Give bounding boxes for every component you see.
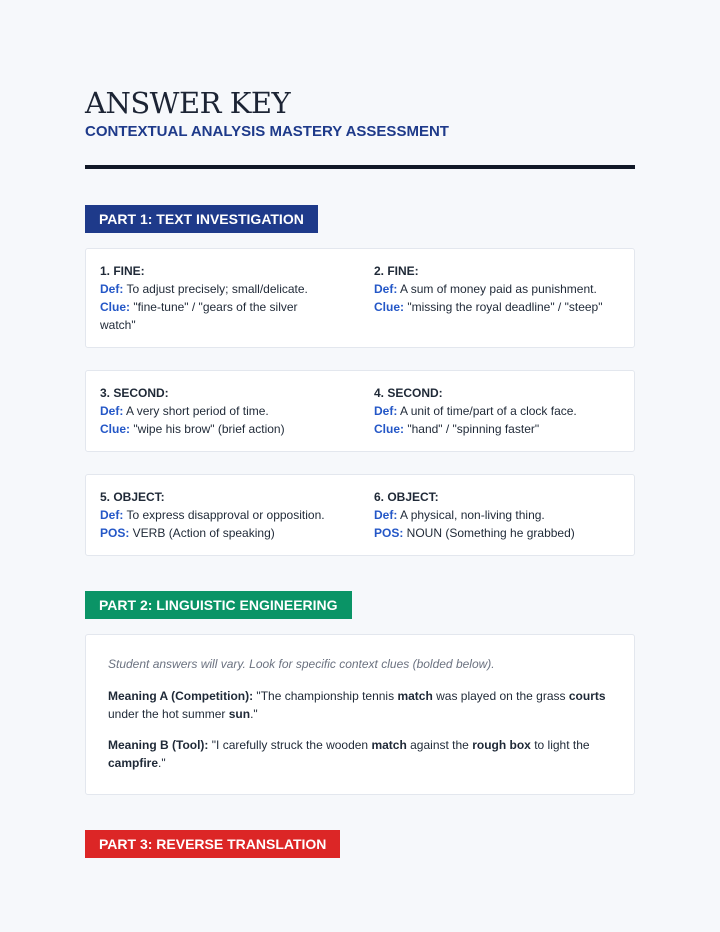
meaning-a-label: Meaning A (Competition): (108, 689, 254, 703)
sentence-text: against the (406, 738, 473, 752)
item-word: 3. SECOND: (100, 386, 169, 400)
header-divider (85, 165, 635, 169)
clue-label: Clue: (100, 422, 130, 436)
def-label: Def: (374, 404, 398, 418)
def-text: A sum of money paid as punishment. (397, 282, 597, 296)
answer-item (374, 488, 624, 542)
def-label: Def: (100, 508, 124, 522)
pos-label: POS: (374, 526, 404, 540)
def-text: To express disapproval or opposition. (123, 508, 325, 522)
engineering-card (85, 634, 635, 795)
pos-text: VERB (Action of speaking) (129, 526, 275, 540)
item-word: 4. SECOND: (374, 386, 443, 400)
key-word: courts (568, 689, 606, 703)
def-text: A very short period of time. (123, 404, 269, 418)
key-word: match (397, 689, 433, 703)
item-word: 6. OBJECT: (374, 490, 439, 504)
key-word: campfire (108, 756, 159, 770)
clue-text: "wipe his brow" (brief action) (130, 422, 285, 436)
answer-item (374, 262, 624, 316)
sentence-text: was played on the grass (432, 689, 569, 703)
def-label: Def: (100, 404, 124, 418)
clue-text: "fine-tune" / "gears of the silver watch" (100, 300, 298, 332)
answer-item (100, 262, 332, 334)
clue-text: "hand" / "spinning faster" (404, 422, 540, 436)
pos-text: NOUN (Something he grabbed) (403, 526, 575, 540)
answer-item (374, 384, 624, 438)
part3-heading: PART 3: REVERSE TRANSLATION (85, 830, 340, 858)
answer-item (100, 384, 332, 438)
key-word: match (371, 738, 407, 752)
part1-heading: PART 1: TEXT INVESTIGATION (85, 205, 318, 233)
clue-label: Clue: (100, 300, 130, 314)
sentence-text: to light the (530, 738, 590, 752)
sentence-text: "The championship tennis (253, 689, 398, 703)
item-word: 2. FINE: (374, 264, 419, 278)
answer-card-1 (85, 248, 635, 348)
def-text: A unit of time/part of a clock face. (397, 404, 577, 418)
def-label: Def: (374, 282, 398, 296)
key-word: sun (228, 707, 251, 721)
sentence-text: "I carefully struck the wooden (208, 738, 372, 752)
page-title: ANSWER KEY (85, 86, 291, 120)
answer-item (100, 488, 332, 542)
sentence-text: under the hot summer (108, 707, 229, 721)
def-label: Def: (100, 282, 124, 296)
def-label: Def: (374, 508, 398, 522)
pos-label: POS: (100, 526, 130, 540)
sentence-text: ." (158, 756, 166, 770)
answer-card-3 (85, 474, 635, 556)
meaning-b (108, 736, 618, 772)
item-word: 5. OBJECT: (100, 490, 165, 504)
meaning-b-label: Meaning B (Tool): (108, 738, 209, 752)
grading-note: Student answers will vary. Look for specific context clues (bolded below). (108, 657, 495, 671)
sentence-text: ." (250, 707, 258, 721)
def-text: To adjust precisely; small/delicate. (123, 282, 308, 296)
page-subtitle: CONTEXTUAL ANALYSIS MASTERY ASSESSMENT (85, 123, 449, 140)
key-word: rough box (472, 738, 531, 752)
answer-card-2 (85, 370, 635, 452)
clue-text: "missing the royal deadline" / "steep" (404, 300, 603, 314)
def-text: A physical, non-living thing. (397, 508, 545, 522)
item-word: 1. FINE: (100, 264, 145, 278)
clue-label: Clue: (374, 422, 404, 436)
part2-heading: PART 2: LINGUISTIC ENGINEERING (85, 591, 352, 619)
meaning-a (108, 687, 618, 723)
clue-label: Clue: (374, 300, 404, 314)
